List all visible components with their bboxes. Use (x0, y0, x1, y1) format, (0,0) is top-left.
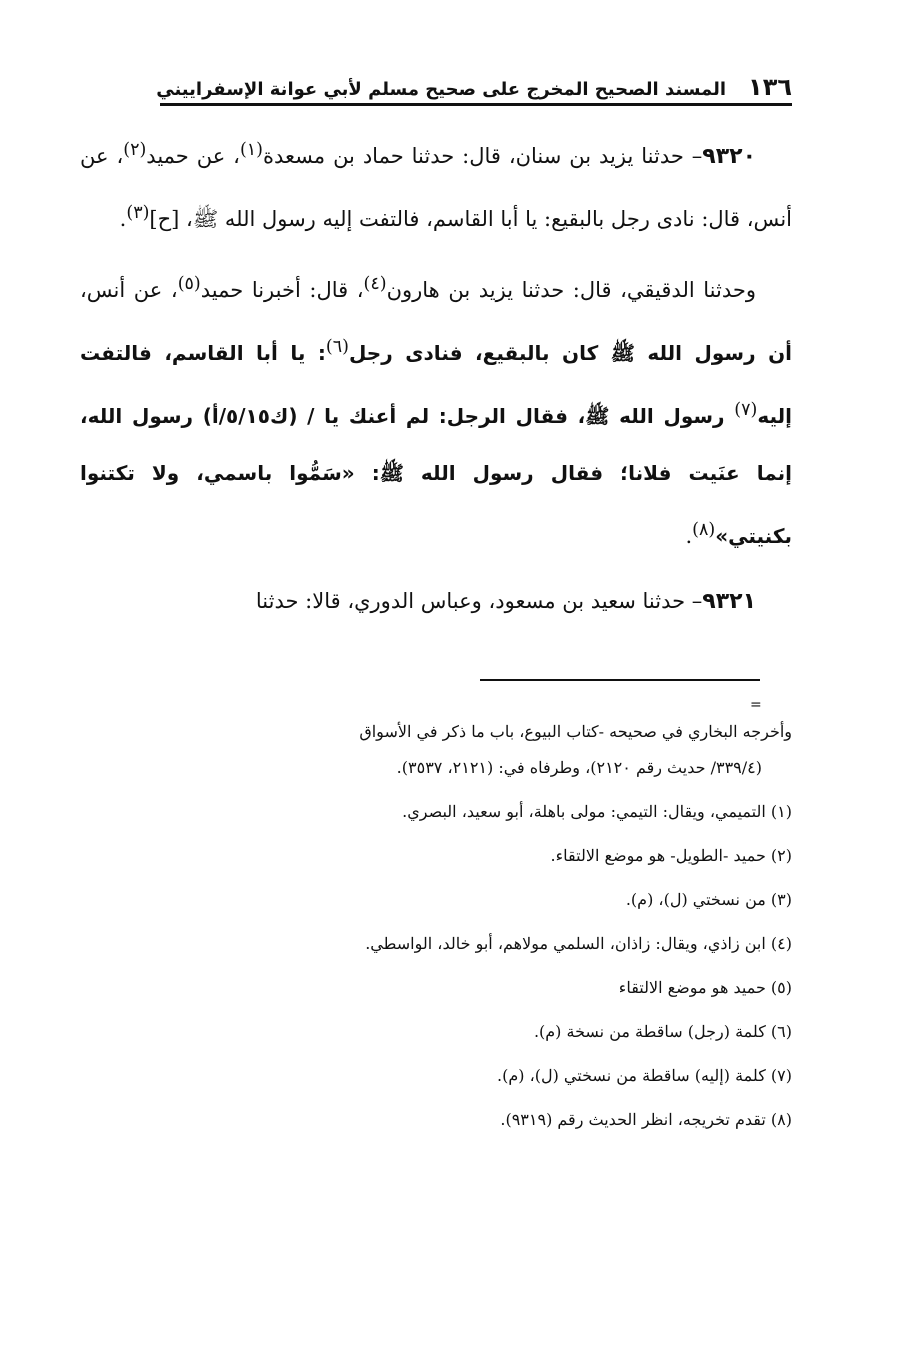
hadith-matn: أن رسول الله ﷺ كان بالبقيع، فنادى رجل (348, 341, 792, 365)
footnote-ref: (٧) (734, 400, 758, 420)
footnote-continuation: (٣٣٩/٤/ حديث رقم ٢١٢٠)، وطرفاه في: (٢١٢١، ٣٥٣٧). (396, 758, 762, 777)
footnotes (80, 714, 792, 1138)
footnote-item: (٣) من نسختي (ل)، (م). (625, 890, 792, 909)
footnote-item: (٢) حميد -الطويل- هو موضع الالتقاء. (550, 846, 792, 865)
hadith-text: . (685, 524, 693, 548)
hadith-number: ٩٣٢١ (702, 589, 756, 614)
footnote-ref: (٦) (325, 337, 349, 357)
footnote-item: (٤) ابن زاذي، ويقال: زاذان، السلمي مولاهم، أبو خالد، الواسطي. (365, 934, 792, 953)
continuation-mark: = (750, 697, 762, 713)
footnote-ref: (٣) (126, 203, 150, 223)
hadith-text: – حدثنا سعيد بن مسعود، وعباس الدوري، قالا: حدثنا (255, 589, 703, 613)
hadith-matn: : يا أبا القاسم، فالتفت إليه (80, 341, 792, 428)
hadith-9320-second-chain (80, 256, 792, 565)
footnote-ref: (٥) (177, 274, 201, 294)
footnote-ref: (٨) (692, 520, 716, 540)
footnote-ref: (٢) (123, 140, 147, 160)
footnote-ref: (٤) (363, 274, 387, 294)
hadith-9320 (80, 122, 792, 248)
main-text (80, 122, 792, 630)
hadith-text: ، عن أنس، (80, 278, 178, 302)
hadith-text: ، عن حميد (146, 144, 240, 168)
footnote-item: (٧) كلمة (إليه) ساقطة من نسختي (ل)، (م). (497, 1066, 792, 1085)
page-number: ١٣٦ (748, 73, 792, 101)
footnote-separator (480, 679, 760, 681)
hadith-number: ٩٣٢٠ (702, 144, 756, 169)
book-title: المسند الصحيح المخرج على صحيح مسلم لأبي عوانة الإسفراييني (156, 79, 727, 100)
footnote-ref: (١) (239, 140, 263, 160)
footnote-item: (٨) تقدم تخريجه، انظر الحديث رقم (٩٣١٩). (500, 1110, 792, 1129)
hadith-9321 (80, 573, 792, 630)
hadith-text: وحدثنا الدقيقي، قال: حدثنا يزيد بن هارون (386, 278, 756, 302)
footnote-item: (٦) كلمة (رجل) ساقطة من نسخة (م). (533, 1022, 792, 1041)
hadith-text: ، قال: أخبرنا حميد (200, 278, 364, 302)
hadith-matn: رسول الله ﷺ، فقال الرجل: لم أعنك يا / (ك٥/١٥/أ) رسول الله، إنما عنَيت فلانا؛ فقال رسول الله ﷺ: «سَمُّوا باسمي، ولا تكتنوا بكنيتي» (80, 404, 792, 548)
footnote-continuation: وأخرجه البخاري في صحيحه -كتاب البيوع، باب ما ذكر في الأسواق (359, 722, 792, 741)
hadith-text: – حدثنا يزيد بن سنان، قال: حدثنا حماد بن مسعدة (263, 144, 703, 168)
footnote-item: (٥) حميد هو موضع الالتقاء (618, 978, 792, 997)
hadith-text: . (119, 207, 127, 231)
hadith-text: ، عن أنس، قال: نادى رجل بالبقيع: يا أبا القاسم، فالتفت إليه رسول الله ﷺ، [ح] (80, 144, 792, 231)
footnote-item: (١) التميمي، ويقال: التيمي: مولى باهلة، أبو سعيد، البصري. (402, 802, 792, 821)
page-header (156, 66, 792, 106)
